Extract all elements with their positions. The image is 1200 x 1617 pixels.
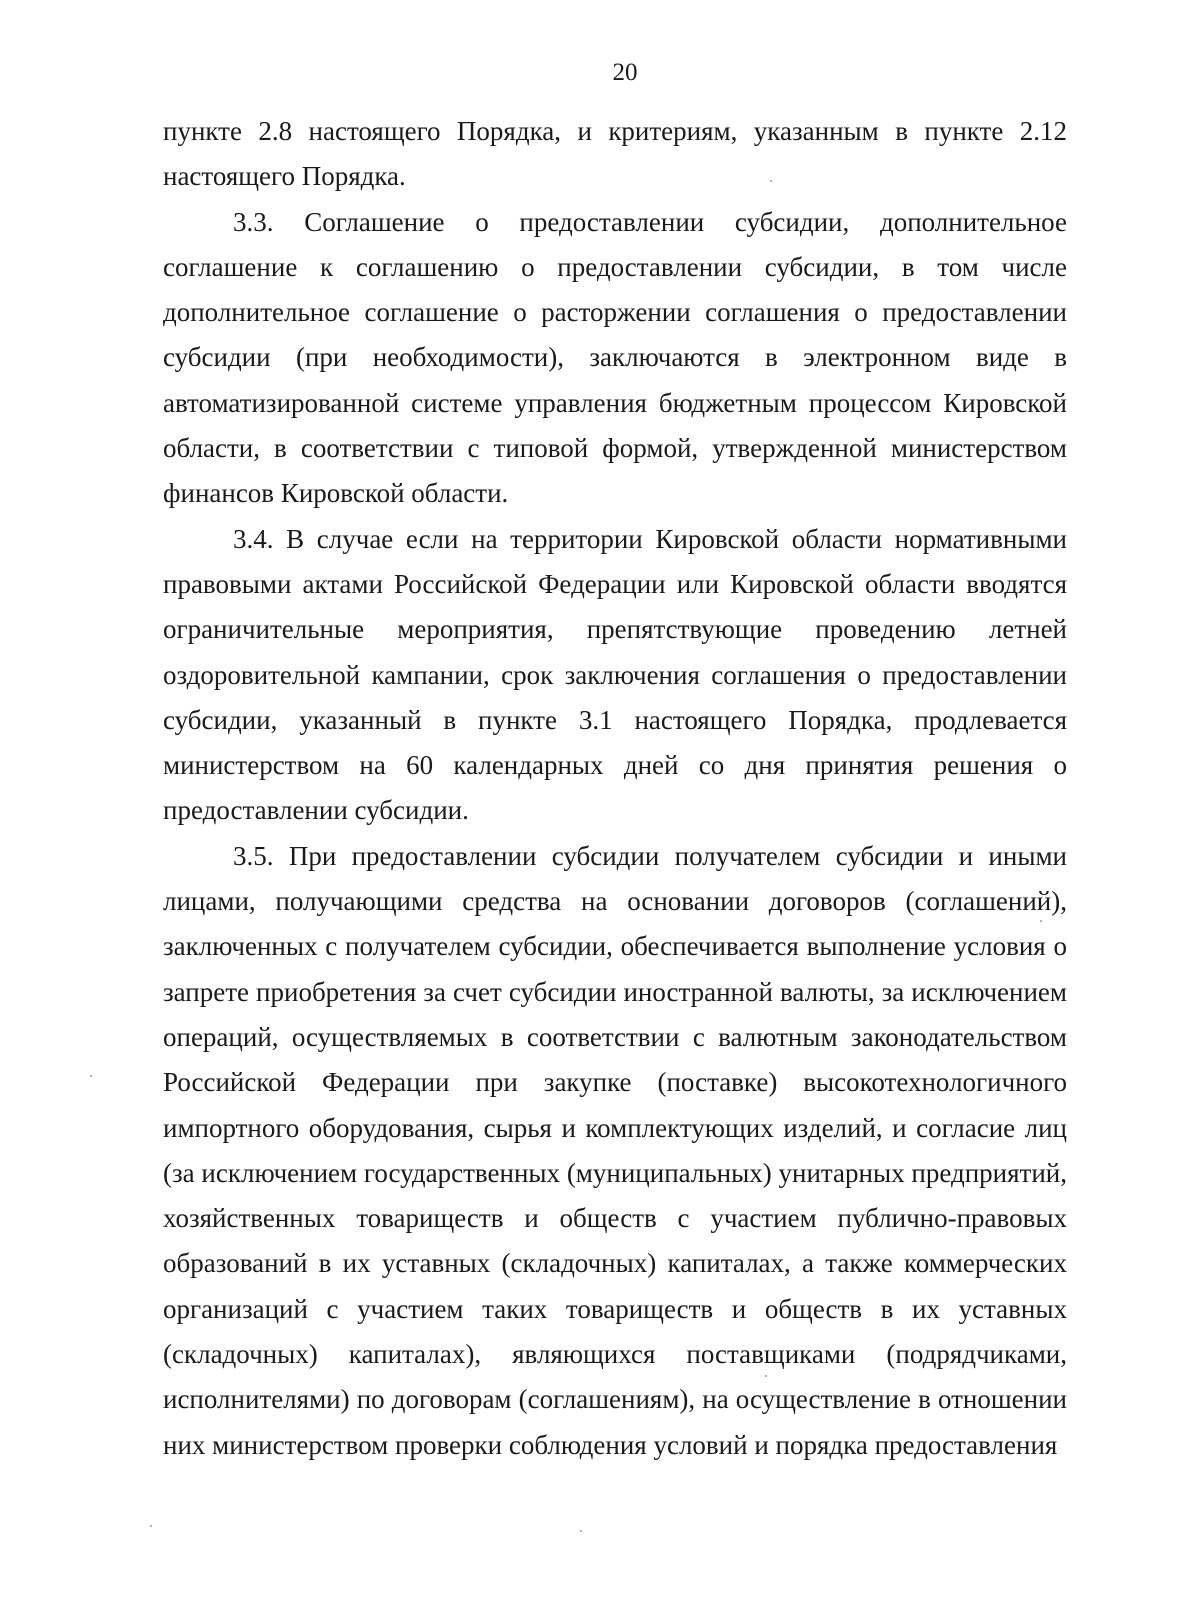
scan-speck	[90, 1075, 92, 1077]
page-number: 20	[612, 59, 638, 86]
paragraph-3-5: 3.5. При предоставлении субсидии получателем субсидии и иными лицами, получающими средства на основании договоров (соглашений), заключенных с получателем субсидии, обеспечивается выполнение условия о запрете приобретения за счет субсидии иностранной валюты, за исключением операций, осуществляемых в соответствии с валютным законодательством Российской Федерации при закупке (поставке) высокотехнологичного импортного оборудования, сырья и комплектующих изделий, и согласие лиц (за исключением государственных (муниципальных) унитарных предприятий, хозяйственных товариществ и обществ с участием публично-правовых образований в их уставных (складочных) капиталах, а также коммерческих организаций с участием таких товариществ и обществ в их уставных (складочных) капиталах), являющихся поставщиками (подрядчиками, исполнителями) по договорам (соглашениям), на осуществление в отношении них министерством проверки соблюдения условий и порядка предоставления	[163, 840, 1067, 1460]
scan-speck	[150, 1525, 152, 1527]
scan-speck	[770, 180, 772, 182]
scan-speck	[1040, 920, 1042, 922]
paragraph-3-4: 3.4. В случае если на территории Кировской области нормативными правовыми актами Российской Федерации или Кировской области вводятся ограничительные мероприятия, препятствующие проведению летней оздоровительной кампании, срок заключения соглашения о предоставлении субсидии, указанный в пункте 3.1 настоящего Порядка, продлевается министерством на 60 календарных дней со дня принятия решения о предоставлении субсидии.	[163, 523, 1067, 826]
paragraph-3-3: 3.3. Соглашение о предоставлении субсидии, дополнительное соглашение к соглашению о предоставлении субсидии, в том числе дополнительное соглашение о расторжении соглашения о предоставлении субсидии (при необходимости), заключаются в электронном виде в автоматизированной системе управления бюджетным процессом Кировской области, в соответствии с типовой формой, утвержденной министерством финансов Кировской области.	[163, 206, 1067, 509]
scan-speck	[580, 1530, 582, 1532]
scan-speck	[765, 1375, 767, 1377]
paragraph-2-8-continuation: пункте 2.8 настоящего Порядка, и критериям, указанным в пункте 2.12 настоящего Порядка.	[163, 116, 1067, 192]
document-body	[163, 109, 1067, 1468]
